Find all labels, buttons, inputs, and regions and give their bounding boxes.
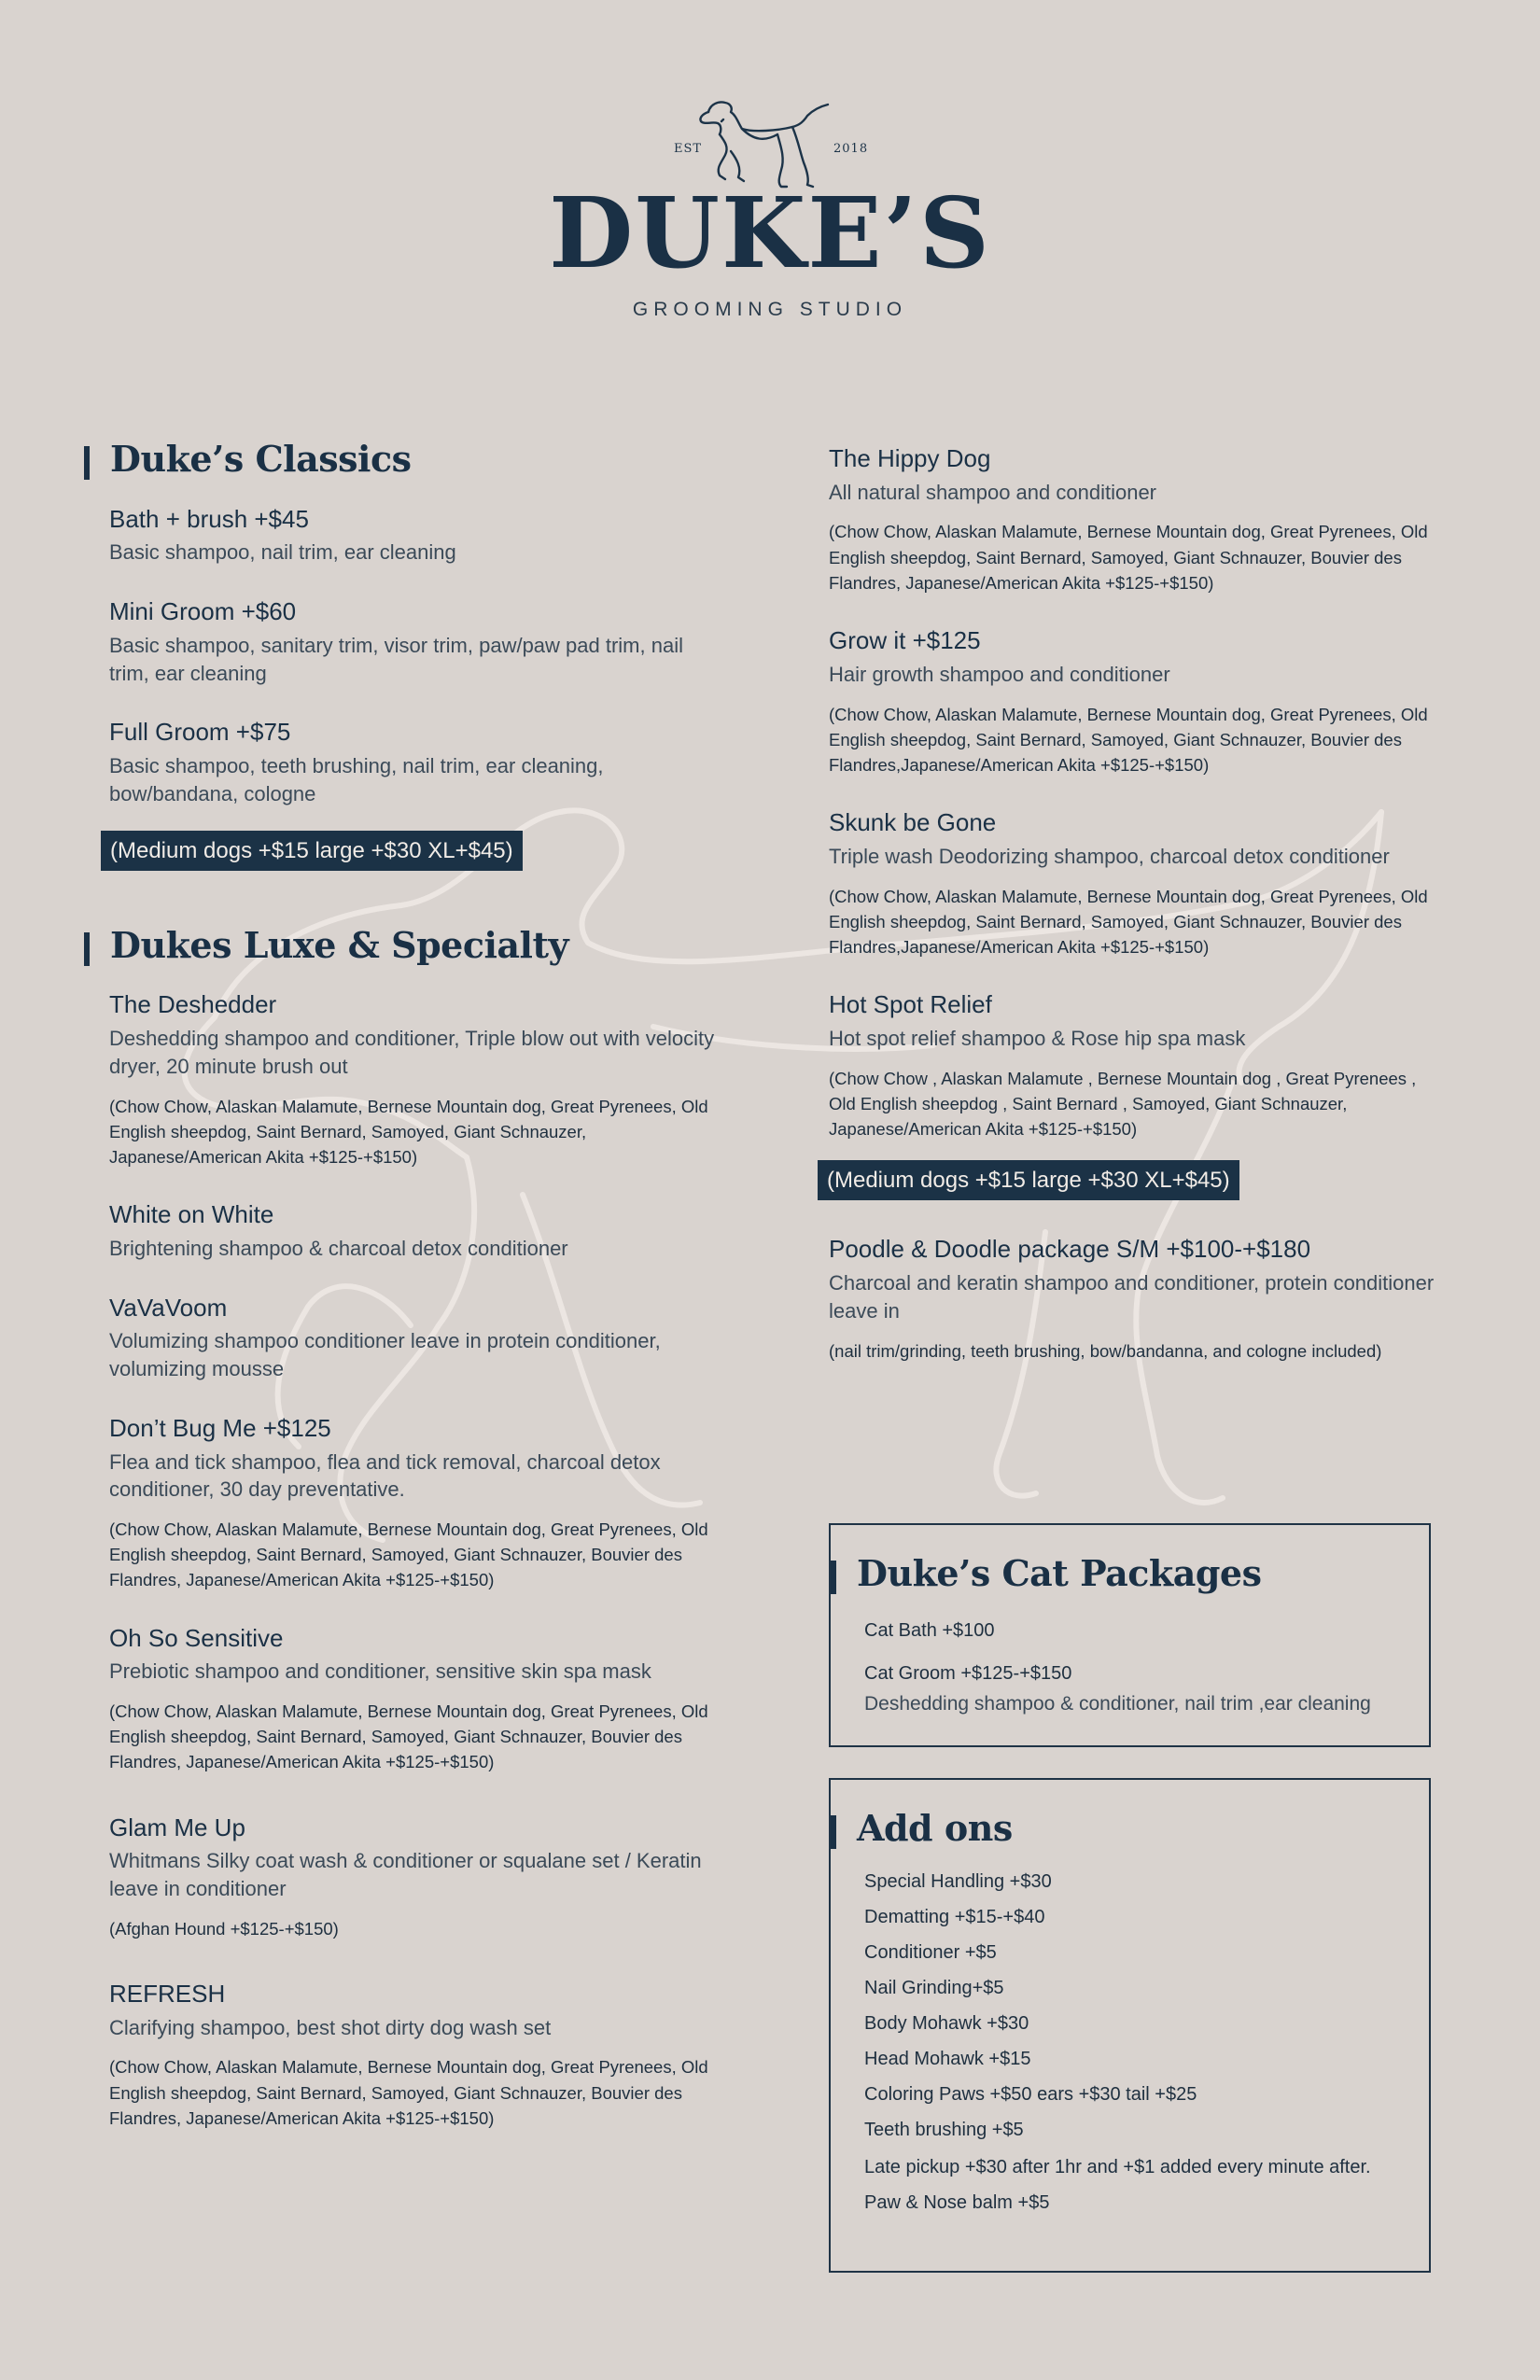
menu-item	[109, 1979, 728, 2131]
item-desc: Basic shampoo, teeth brushing, nail trim, ear cleaning, bow/bandana, cologne	[109, 754, 604, 805]
item-note: (Chow Chow, Alaskan Malamute, Bernese Mountain dog, Great Pyrenees, Old English sheepdog, Saint Bernard, Samoyed, Giant Schnauzer, Bouvier des Flandres, Japanese/American Akita +$125-+$150)	[109, 1519, 708, 1590]
item-desc: Volumizing shampoo conditioner leave in protein conditioner, volumizing mousse	[109, 1329, 661, 1381]
addon-item: Late pickup +$30 after 1hr and +$1 added every minute after.	[864, 2157, 1371, 2177]
addon-item: Special Handling +$30	[864, 1871, 1052, 1892]
item-title: White on White	[109, 1200, 274, 1229]
menu-item	[109, 717, 728, 807]
menu-item	[829, 443, 1435, 595]
size-surcharge-badge: (Medium dogs +$15 large +$30 XL+$45)	[101, 831, 523, 871]
item-note: (Chow Chow, Alaskan Malamute, Bernese Mountain dog, Great Pyrenees, Old English sheepdog, Saint Bernard, Samoyed, Giant Schnauzer, Bouvier des Flandres,Japanese/American Akita +$125-+$150)	[829, 886, 1428, 957]
item-desc: Triple wash Deodorizing shampoo, charcoal detox conditioner	[829, 844, 1390, 868]
menu-item	[109, 504, 728, 567]
item-title: VaVaVoom	[109, 1293, 228, 1322]
menu-item	[109, 1813, 728, 1941]
item-desc: Brightening shampoo & charcoal detox conditioner	[109, 1236, 568, 1260]
right-column	[829, 443, 1435, 1393]
item-title: Poodle & Doodle package S/M +$100-+$180	[829, 1235, 1311, 1264]
menu-item	[829, 625, 1435, 777]
item-note: (Chow Chow, Alaskan Malamute, Bernese Mountain dog, Great Pyrenees, Old English sheepdog, Saint Bernard, Samoyed, Giant Schnauzer, Bouvier des Flandres, Japanese/American Akita +$125-+$150)	[109, 2057, 708, 2128]
item-title: Hot Spot Relief	[829, 990, 992, 1019]
item-title: The Deshedder	[109, 990, 277, 1019]
cat-groom-line: Cat Groom +$125-+$150	[864, 1663, 1072, 1684]
menu-item	[109, 1199, 728, 1262]
item-note: (nail trim/grinding, teeth brushing, bow/bandanna, and cologne included)	[829, 1340, 1382, 1361]
menu-item	[109, 1623, 728, 1775]
item-desc: Basic shampoo, sanitary trim, visor trim, paw/paw pad trim, nail trim, ear cleaning	[109, 633, 683, 685]
item-title: Full Groom +$75	[109, 718, 291, 747]
addons-list	[864, 1869, 1406, 2215]
addon-item: Nail Grinding+$5	[864, 1978, 1004, 1998]
item-note: (Chow Chow, Alaskan Malamute, Bernese Mountain dog, Great Pyrenees, Old English sheepdog, Saint Bernard, Samoyed, Giant Schnauzer, Japanese/American Akita +$125-+$150)	[109, 1096, 708, 1167]
luxe-title: Dukes Luxe & Specialty	[84, 925, 728, 966]
item-desc: Basic shampoo, nail trim, ear cleaning	[109, 540, 456, 565]
classics-title: Duke’s Classics	[84, 439, 728, 480]
addon-item: Head Mohawk +$15	[864, 2049, 1031, 2069]
addon-item: Body Mohawk +$30	[864, 2013, 1029, 2034]
item-title: Grow it +$125	[829, 626, 981, 655]
menu-item	[109, 989, 728, 1169]
year-label: 2018	[833, 142, 869, 156]
item-desc: Whitmans Silky coat wash & conditioner or squalane set / Keratin leave in conditioner	[109, 1849, 702, 1901]
addon-item: Paw & Nose balm +$5	[864, 2192, 1050, 2213]
item-note: (Chow Chow, Alaskan Malamute, Bernese Mountain dog, Great Pyrenees, Old English sheepdog, Saint Bernard, Samoyed, Giant Schnauzer, Bouvier des Flandres, Japanese/American Akita +$125-+$150)	[109, 1701, 708, 1772]
brand-tagline: GROOMING STUDIO	[632, 299, 908, 320]
menu-item	[829, 989, 1435, 1141]
addon-item: Coloring Paws +$50 ears +$30 tail +$25	[864, 2084, 1197, 2105]
item-desc: Hair growth shampoo and conditioner	[829, 662, 1170, 686]
cat-bath-line: Cat Bath +$100	[864, 1620, 995, 1641]
item-desc: Hot spot relief shampoo & Rose hip spa mask	[829, 1026, 1246, 1050]
item-desc: Flea and tick shampoo, flea and tick removal, charcoal detox conditioner, 30 day preventative.	[109, 1449, 661, 1502]
menu-item	[109, 1413, 728, 1593]
cat-packages-box	[829, 1523, 1431, 1747]
left-column	[84, 439, 728, 2161]
addon-item: Teeth brushing +$5	[864, 2120, 1024, 2140]
item-title: Don’t Bug Me +$125	[109, 1413, 331, 1442]
item-note: (Chow Chow, Alaskan Malamute, Bernese Mountain dog, Great Pyrenees, Old English sheepdog, Saint Bernard, Samoyed, Giant Schnauzer, Bouvier des Flandres,Japanese/American Akita +$125-+$150)	[829, 704, 1428, 775]
est-label: EST	[674, 142, 703, 156]
brand-title: DUKE’S	[549, 175, 991, 290]
item-title: Bath + brush +$45	[109, 504, 309, 533]
item-title: Skunk be Gone	[829, 808, 997, 837]
item-title: Oh So Sensitive	[109, 1623, 284, 1652]
size-surcharge-badge: (Medium dogs +$15 large +$30 XL+$45)	[818, 1160, 1239, 1200]
menu-item	[829, 807, 1435, 959]
item-desc: Clarifying shampoo, best shot dirty dog wash set	[109, 2015, 552, 2039]
menu-item	[109, 596, 728, 687]
item-desc: Charcoal and keratin shampoo and conditioner, protein conditioner leave in	[829, 1271, 1435, 1323]
item-title: The Hippy Dog	[829, 444, 991, 472]
item-note: (Chow Chow, Alaskan Malamute, Bernese Mountain dog, Great Pyrenees, Old English sheepdog, Saint Bernard, Samoyed, Giant Schnauzer, Bouvier des Flandres, Japanese/American Akita +$125-+$150)	[829, 522, 1428, 593]
cat-groom-desc: Deshedding shampoo & conditioner, nail trim ,ear cleaning	[864, 1693, 1371, 1715]
item-title: Mini Groom +$60	[109, 597, 297, 626]
item-title: REFRESH	[109, 1979, 226, 2008]
item-note: (Chow Chow , Alaskan Malamute , Bernese Mountain dog , Great Pyrenees , Old English sheepdog , Saint Bernard , Samoyed, Giant Schnauzer, Japanese/American Akita +$125-+$150)	[829, 1068, 1417, 1139]
addons-title: Add ons	[831, 1808, 1013, 1849]
item-desc: Deshedding shampoo and conditioner, Triple blow out with velocity dryer, 20 minute brush out	[109, 1027, 715, 1078]
addon-item: Conditioner +$5	[864, 1942, 997, 1963]
menu-item	[829, 1234, 1435, 1363]
addons-box	[829, 1778, 1431, 2273]
item-title: Glam Me Up	[109, 1813, 245, 1841]
cat-packages-title: Duke’s Cat Packages	[831, 1553, 1262, 1594]
item-desc: Prebiotic shampoo and conditioner, sensitive skin spa mask	[109, 1659, 651, 1684]
addon-item: Dematting +$15-+$40	[864, 1907, 1045, 1927]
item-desc: All natural shampoo and conditioner	[829, 480, 1157, 504]
menu-item	[109, 1293, 728, 1383]
item-note: (Afghan Hound +$125-+$150)	[109, 1918, 339, 1939]
